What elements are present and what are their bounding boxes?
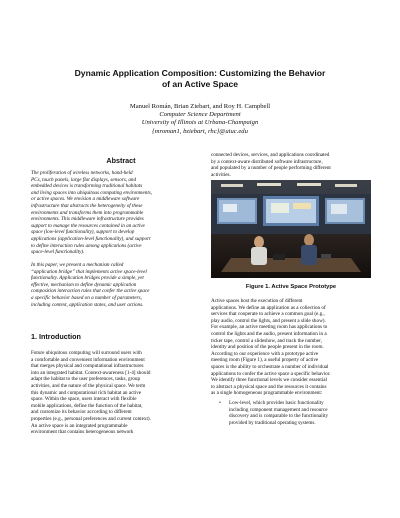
text-line: or active spaces. We envision a middleware software	[31, 196, 140, 203]
active-space-photo-illustration	[211, 180, 371, 278]
text-line: space-level functionality).	[31, 249, 85, 256]
list-item-low-level	[219, 400, 371, 426]
text-line: a comfortable and convenient information environment	[31, 356, 145, 363]
text-line: mobile applications, define the function of the habitat,	[31, 402, 143, 409]
text-line: “application bridge” that implements active space-level	[31, 268, 147, 275]
text-line: Future ubiquitous computing will surround users with	[31, 350, 142, 356]
text-line: this dynamic and computational rich habitat an active	[31, 389, 142, 396]
text-line: spaces is the ability to orchestrate a number of individual	[211, 363, 329, 370]
abstract-paragraph-1	[31, 170, 201, 256]
author-names: Manuel Román, Brian Ziebart, and Roy H. Campbell	[129, 103, 271, 110]
text-line: The proliferation of wireless networks, hand-held	[31, 170, 133, 176]
text-line: including component management and resource	[229, 406, 328, 413]
introduction-heading: 1. Introduction	[31, 332, 81, 341]
right-column-continuation	[211, 152, 371, 178]
author-university: University of Illinois at Urbana-Champaign	[141, 119, 259, 127]
text-line: applications to confer the active space a specific behavior.	[211, 370, 331, 377]
text-line: environment that contains heterogeneous network	[31, 429, 134, 436]
text-line: activities, and the nature of the physical space. We term	[31, 382, 146, 389]
text-line: infrastructure that abstracts the heterogeneity of these	[31, 202, 143, 209]
text-line: ticker tape, control a slideshow, and track the number,	[211, 337, 322, 344]
text-line: meeting room (Figure 1), a useful property of active	[211, 357, 319, 364]
text-line: to define interaction rules among applications (active	[31, 242, 142, 249]
author-block	[40, 103, 360, 136]
text-line: An active space is an integrated programmable	[31, 422, 128, 429]
text-line: properties (e.g., personal preferences and current context).	[31, 415, 151, 422]
text-line: connected devices, services, and applications coordinated	[211, 152, 330, 158]
right-column-paragraph-1	[211, 298, 371, 397]
text-line: space. Within the space, users interact with flexible	[31, 396, 137, 403]
text-line: provided by traditional operating systems.	[229, 419, 316, 426]
author-emails: {mroman1, bziebart, rhc}@uiuc.edu	[152, 127, 248, 135]
figure-1-caption: Figure 1. Active Space Prototype	[245, 284, 337, 290]
text-line: In this paper, we present a mechanism called	[31, 262, 124, 268]
text-line: composition interaction rules that confer the active space	[31, 288, 150, 295]
abstract-paragraph-2	[31, 262, 201, 308]
abstract-heading: Abstract	[106, 156, 136, 165]
text-line: For example, an active meeting room has applications to	[211, 324, 328, 331]
text-line: that merges physical and computational infrastructures	[31, 363, 144, 370]
text-line: functionality. Application bridges provide a simple, yet	[31, 275, 144, 282]
text-line: applications. We define an application as a collection of	[211, 304, 326, 311]
introduction-paragraph-1	[31, 350, 201, 436]
text-line: and customize its behavior according to different	[31, 409, 132, 416]
title-line-1: Dynamic Application Composition: Customizing the Behavior	[74, 68, 326, 78]
text-line: play audio, control the lights, and present a slide show).	[211, 317, 326, 324]
author-department: Computer Science Department	[159, 111, 241, 119]
text-line: We identify three functional levels we consider essential	[211, 377, 327, 384]
text-line: discovery and is comparable to the functionality	[229, 413, 329, 420]
list-item-text	[229, 400, 371, 426]
text-line: Low-level, which provides basic functionality	[229, 400, 324, 406]
text-line: as a single homogeneous programmable environment:	[211, 390, 323, 397]
text-line: control the lights and the audio, present information in a	[211, 330, 327, 337]
text-line: including context, application states, and user actions.	[31, 301, 144, 308]
paper-title	[40, 68, 360, 90]
text-line: PCs, touch panels, large flat displays, sensors, and	[31, 176, 137, 183]
functional-levels-list	[219, 400, 371, 426]
text-line: Active spaces host the execution of different	[211, 298, 303, 304]
text-line: to abstract a physical space and the resources it contains	[211, 383, 327, 390]
figure-1-photo	[211, 180, 371, 278]
text-line: services that cooperate to achieve a common goal (e.g.,	[211, 311, 325, 318]
text-line: and populated by a number of people performing different	[211, 165, 331, 172]
text-line: activities.	[211, 171, 231, 178]
title-line-2: of an Active Space	[161, 79, 239, 89]
text-line: and living spaces into ubiquitous computing environments,	[31, 189, 153, 196]
bullet-glyph: •	[219, 400, 221, 406]
text-line: effective, mechanism to define dynamic application	[31, 281, 137, 288]
text-line: space (low-level functionality), support to develop	[31, 229, 135, 236]
text-line: identity and position of the people present in the room.	[211, 344, 324, 351]
text-line: applications (application-level functionality), and support	[31, 235, 151, 242]
text-line: by a context-aware distributed software infrastructure,	[211, 158, 323, 165]
text-line: According to our experience with a prototype active	[211, 350, 319, 357]
text-line: into an integrated habitat. Context-awareness [1-4] should	[31, 369, 151, 376]
text-line: environments and transforms them into programmable	[31, 209, 144, 216]
text-line: environments. This middleware infrastructure provides	[31, 216, 144, 223]
text-line: embedded devices is transforming traditional habitats	[31, 183, 143, 190]
text-line: a specific behavior based on a number of parameters,	[31, 294, 142, 301]
text-line: support to manage the resources contained in an active	[31, 222, 145, 229]
text-line: adapt the habitat to the user preferences, tasks, group	[31, 376, 141, 383]
